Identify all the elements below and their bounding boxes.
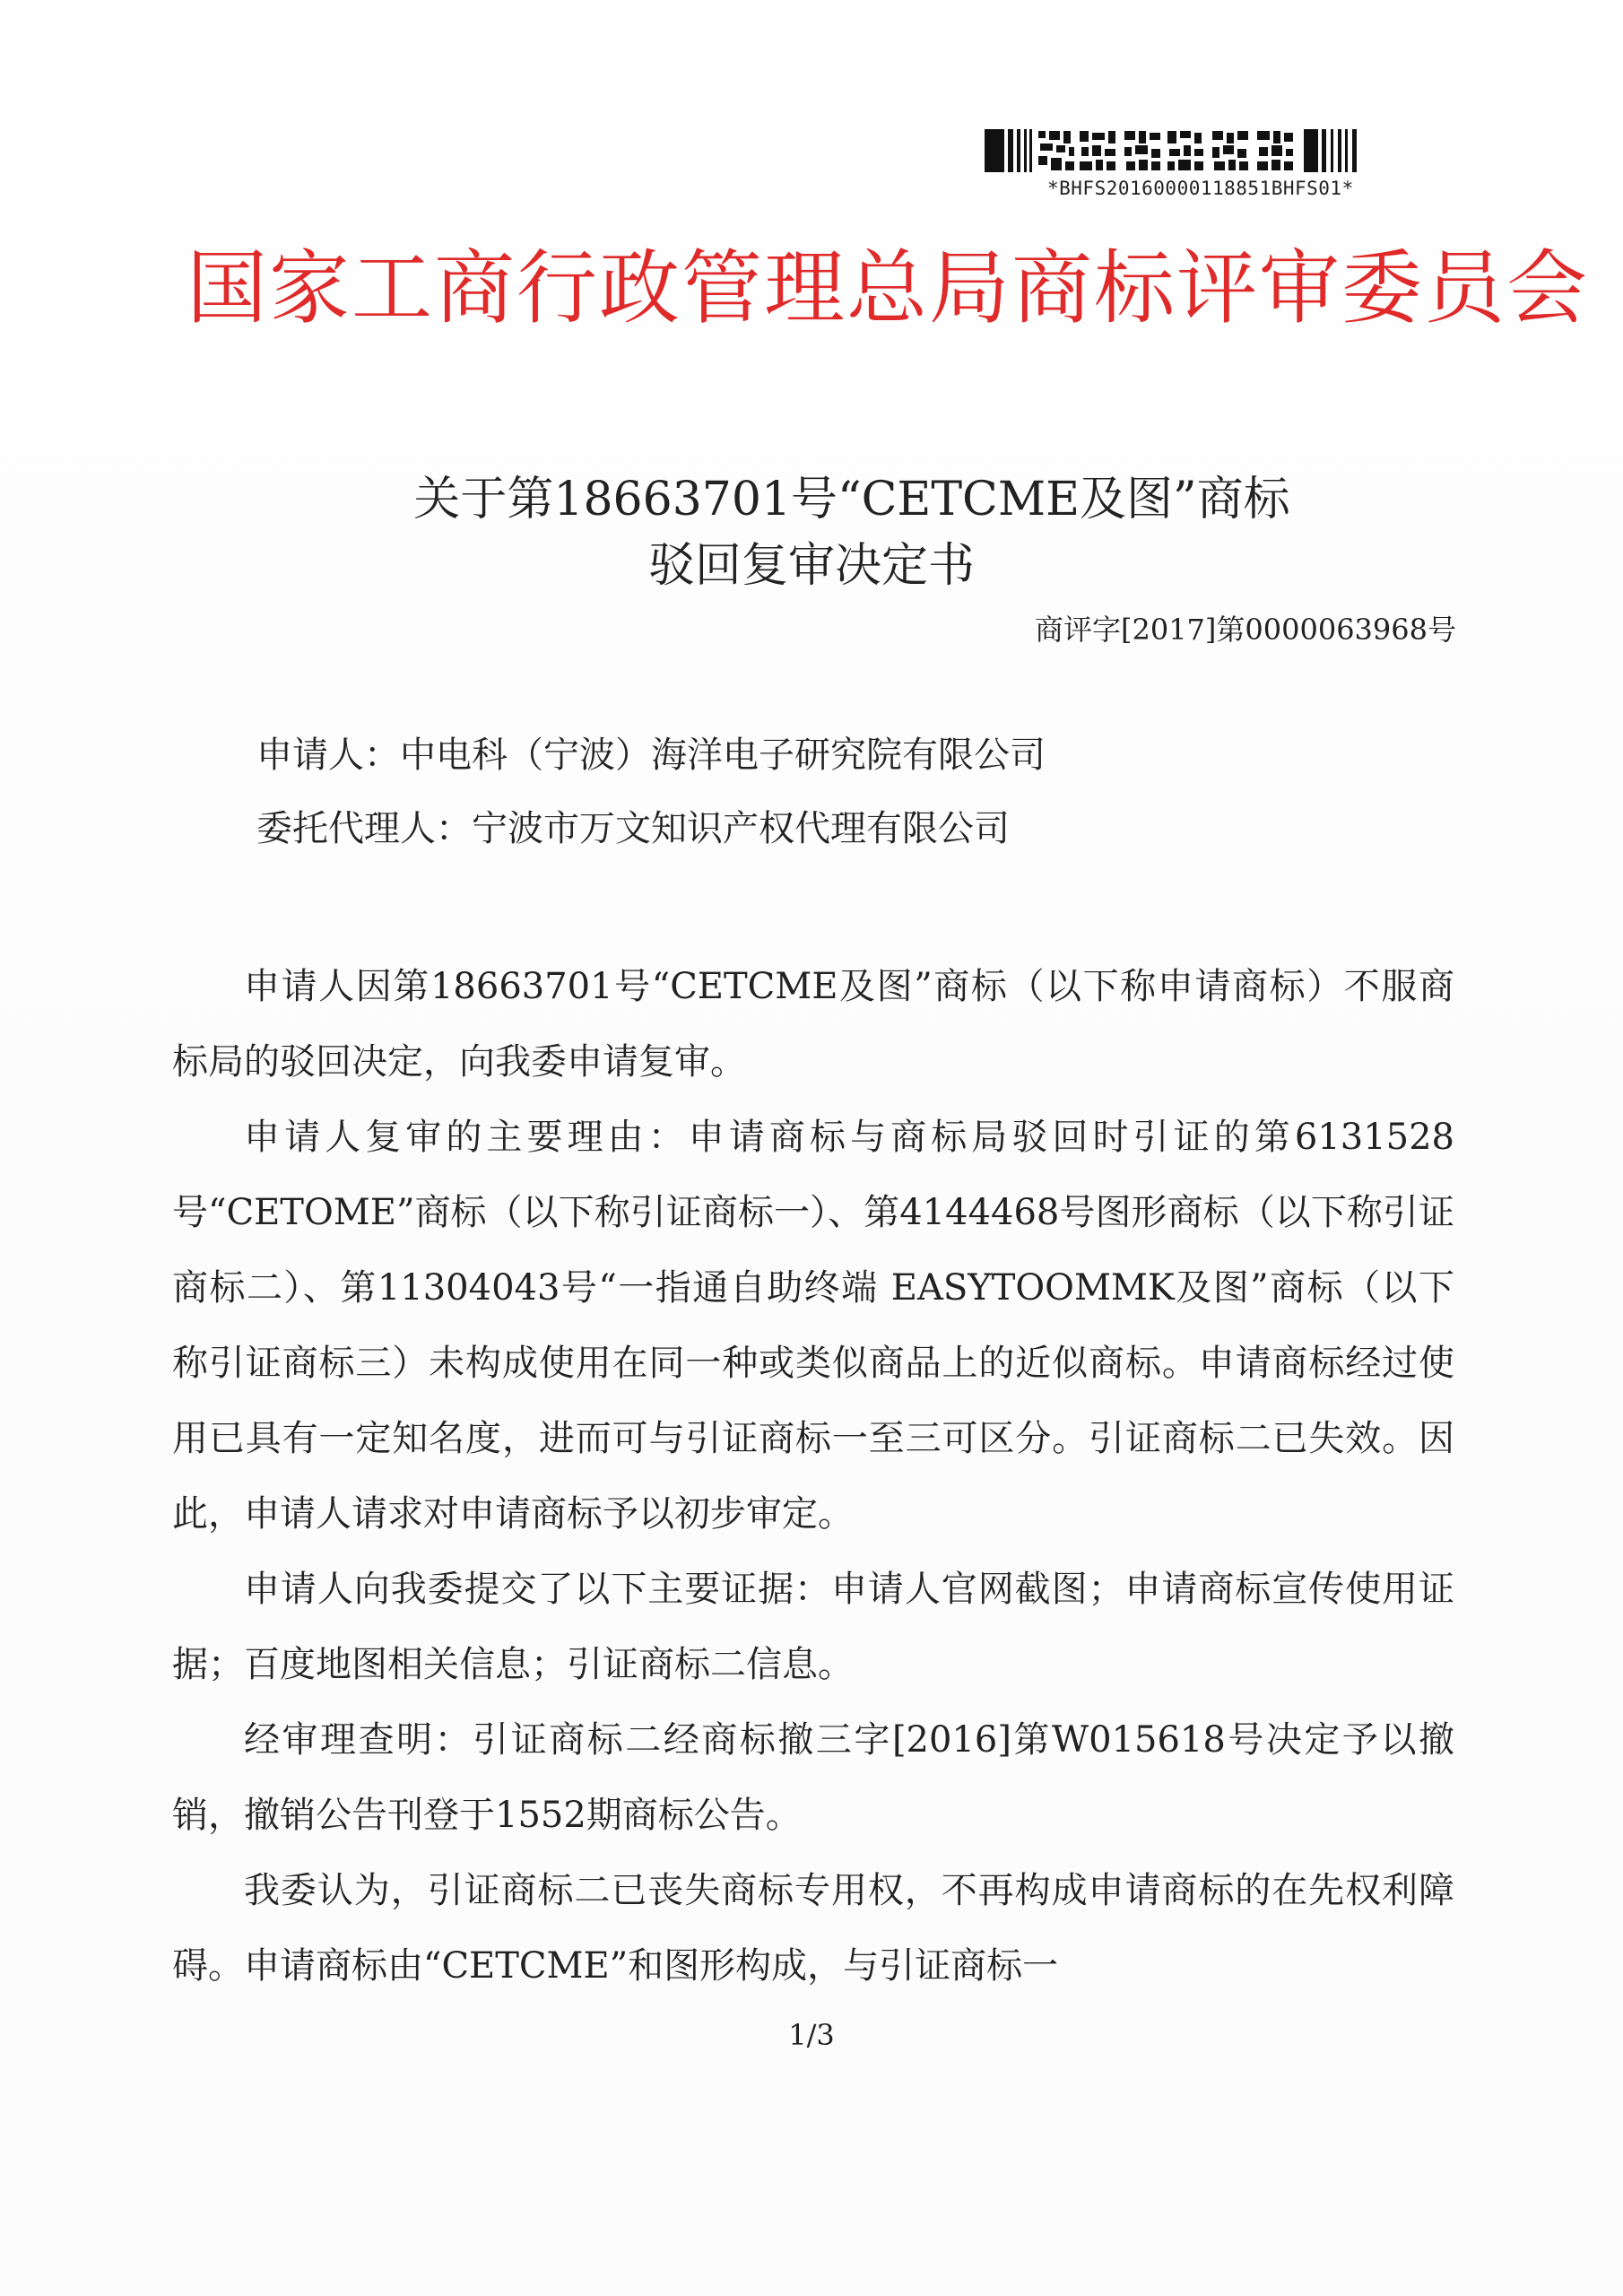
document-title-line-2: 驳回复审决定书 xyxy=(647,539,975,593)
decision-body xyxy=(172,949,1454,2004)
barcode-block xyxy=(985,126,1406,206)
agency-header-title: 国家工商行政管理总局商标评审委员会 xyxy=(187,241,1589,335)
document-title-line-1: 关于第18663701号“CETCME及图”商标 xyxy=(413,473,1290,526)
applicant-line: 申请人：中电科（宁波）海洋电子研究院有限公司 xyxy=(256,735,1046,776)
body-paragraph: 经审理查明：引证商标二经商标撤三字[2016]第W015618号决定予以撤销，撤销公告刊登于1552期商标公告。 xyxy=(172,1719,1454,1836)
body-paragraph: 申请人因第18663701号“CETCME及图”商标（以下称申请商标）不服商标局的驳回决定，向我委申请复审。 xyxy=(172,966,1454,1083)
barcode-code-text: *BHFS20160000118851BHFS01* xyxy=(1047,178,1354,199)
document-number: 商评字[2017]第0000063968号 xyxy=(1034,613,1456,647)
body-paragraph: 我委认为，引证商标二已丧失商标专用权，不再构成申请商标的在先权利障碍。申请商标由“CETCME”和图形构成，与引证商标一 xyxy=(172,1870,1454,1987)
body-paragraph: 申请人向我委提交了以下主要证据：申请人官网截图；申请商标宣传使用证据；百度地图相关信息；引证商标二信息。 xyxy=(172,1569,1454,1685)
agent-line: 委托代理人：宁波市万文知识产权代理有限公司 xyxy=(256,808,1010,849)
page-number: 1/3 xyxy=(788,2018,835,2052)
body-paragraph: 申请人复审的主要理由：申请商标与商标局驳回时引证的第6131528号“CETOME”商标（以下称引证商标一）、第4144468号图形商标（以下称引证商标二）、第11304043号“一指通自助终端 EASYTOOMMK及图”商标（以下称引证商标三）未构成使用在同一种或类似商品上的近似商标。申请商标经过使用已具有一定知名度，进而可与引证商标一至三可区分。引证商标二已失效。因此，申请人请求对申请商标予以初步审定。 xyxy=(172,1117,1454,1535)
barcode-image xyxy=(985,126,1406,176)
